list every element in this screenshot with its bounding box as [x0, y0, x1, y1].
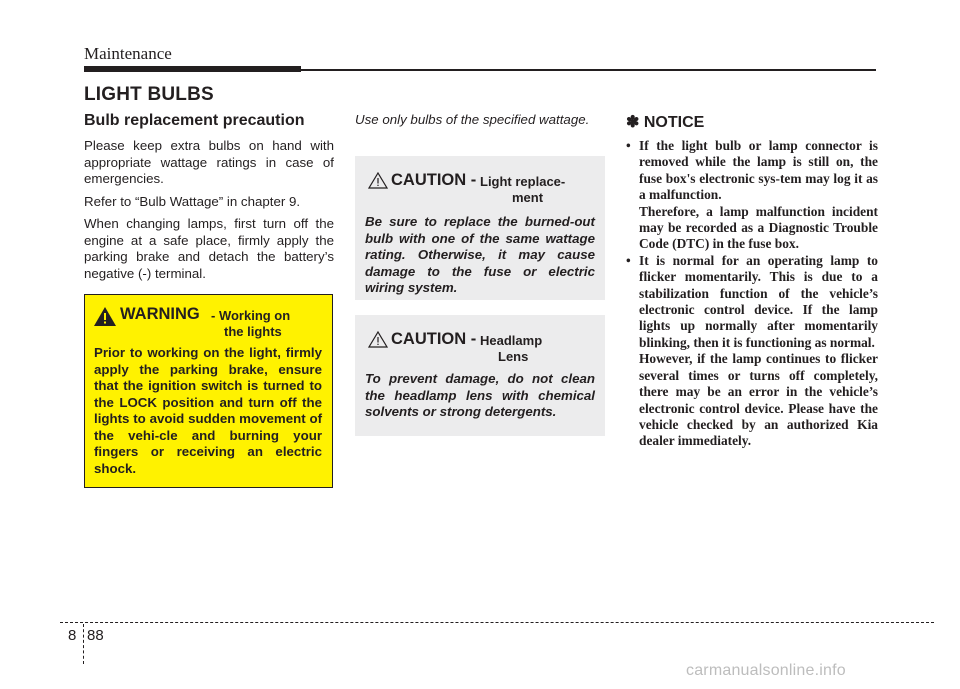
footer-divider: [83, 624, 84, 664]
caution-box-1-header: [365, 166, 595, 206]
caution-2-subtitle-line2: Lens: [498, 349, 529, 364]
caution-triangle-icon: [368, 331, 388, 353]
warning-subtitle-line1: - Working on: [211, 308, 291, 323]
warning-triangle-icon: [94, 307, 116, 331]
paragraph-bulb-wattage-ref: Refer to “Bulb Wattage” in chapter 9.: [84, 193, 301, 209]
caution-1-label: CAUTION -: [391, 171, 477, 189]
middle-column: [355, 112, 605, 129]
header-rule-thick: [84, 66, 301, 72]
warning-label: WARNING: [120, 305, 200, 323]
notice-2-paragraph-2: However, if the lamp continues to flicker several times or turns off completely, there may be an error in the vehicle’s electronic control device. Please have the vehicle checked by an authorized Kia dealer immediately.: [639, 351, 878, 449]
caution-box-light-replacement: [355, 156, 605, 300]
caution-triangle-icon: [368, 172, 388, 194]
list-item: [626, 253, 878, 450]
specified-wattage-note: Use only bulbs of the specified wattage.: [355, 112, 590, 127]
caution-2-body: To prevent damage, do not clean the headlamp lens with chemical solvents or strong detergents.: [365, 371, 595, 419]
notice-heading: [626, 112, 878, 132]
caution-2-subtitle-line1: Headlamp: [480, 333, 543, 348]
notice-column: [626, 112, 878, 450]
bullet-icon: •: [626, 252, 631, 268]
paragraph-extra-bulbs: Please keep extra bulbs on hand with appropriate wattage ratings in case of emergencies.: [84, 138, 334, 186]
caution-1-subtitle-line2: ment: [512, 190, 544, 205]
warning-body: Prior to working on the light, firmly apply the parking brake, ensure that the ignition switch is turned to the LOCK position and turn off the lights to avoid sudden movement of the vehi-cle and burning your fingers or receiving an electric shock.: [94, 345, 322, 476]
warning-box: [84, 294, 333, 488]
warning-subtitle-line2: the lights: [224, 324, 282, 339]
caution-box-2-header: [365, 325, 595, 365]
page-header-title: Maintenance: [84, 44, 172, 63]
notice-asterisk-icon: ✽: [626, 114, 640, 131]
caution-box-headlamp-lens: [355, 315, 605, 436]
caution-1-subtitle-line1: Light replace-: [480, 174, 566, 189]
caution-2-label: CAUTION -: [391, 330, 477, 348]
bullet-icon: •: [626, 138, 631, 153]
notice-list: [626, 138, 878, 450]
notice-1-paragraph-1: If the light bulb or lamp connector is removed while the lamp is still on, the fuse box's electronic sys-tem may log it as a malfunction.: [639, 138, 878, 203]
notice-1-paragraph-2: Therefore, a lamp malfunction incident may be recorded as a Diagnostic Trouble Code (DTC) in the fuse box.: [639, 203, 878, 252]
watermark: carmanualsonline.info: [686, 662, 846, 679]
header-rule-thin: [301, 69, 876, 71]
paragraph-changing-lamps: When changing lamps, first turn off the engine at a safe place, firmly apply the parking brake and detach the battery’s negative (-) terminal.: [84, 216, 334, 281]
page-number: 88: [87, 627, 104, 644]
footer-rule: [60, 622, 934, 623]
notice-title: NOTICE: [643, 114, 705, 131]
caution-1-body: Be sure to replace the burned-out bulb with one of the same wattage rating. Otherwise, it may cause damage to the fuse or electric wiring system.: [365, 214, 595, 295]
left-column: [84, 112, 334, 288]
notice-2-paragraph-1: It is normal for an operating lamp to flicker momentarily. This is due to a stabilization function of the vehicle’s electronic control device. If the lamp lights up normally after momentarily blinking, then it is functioning as normal.: [639, 252, 878, 350]
section-heading: LIGHT BULBS: [84, 84, 214, 105]
chapter-number: 8: [68, 627, 77, 644]
warning-box-header: [94, 305, 322, 345]
bulb-precaution-subheading: Bulb replacement precaution: [84, 112, 305, 129]
list-item: [626, 138, 878, 253]
